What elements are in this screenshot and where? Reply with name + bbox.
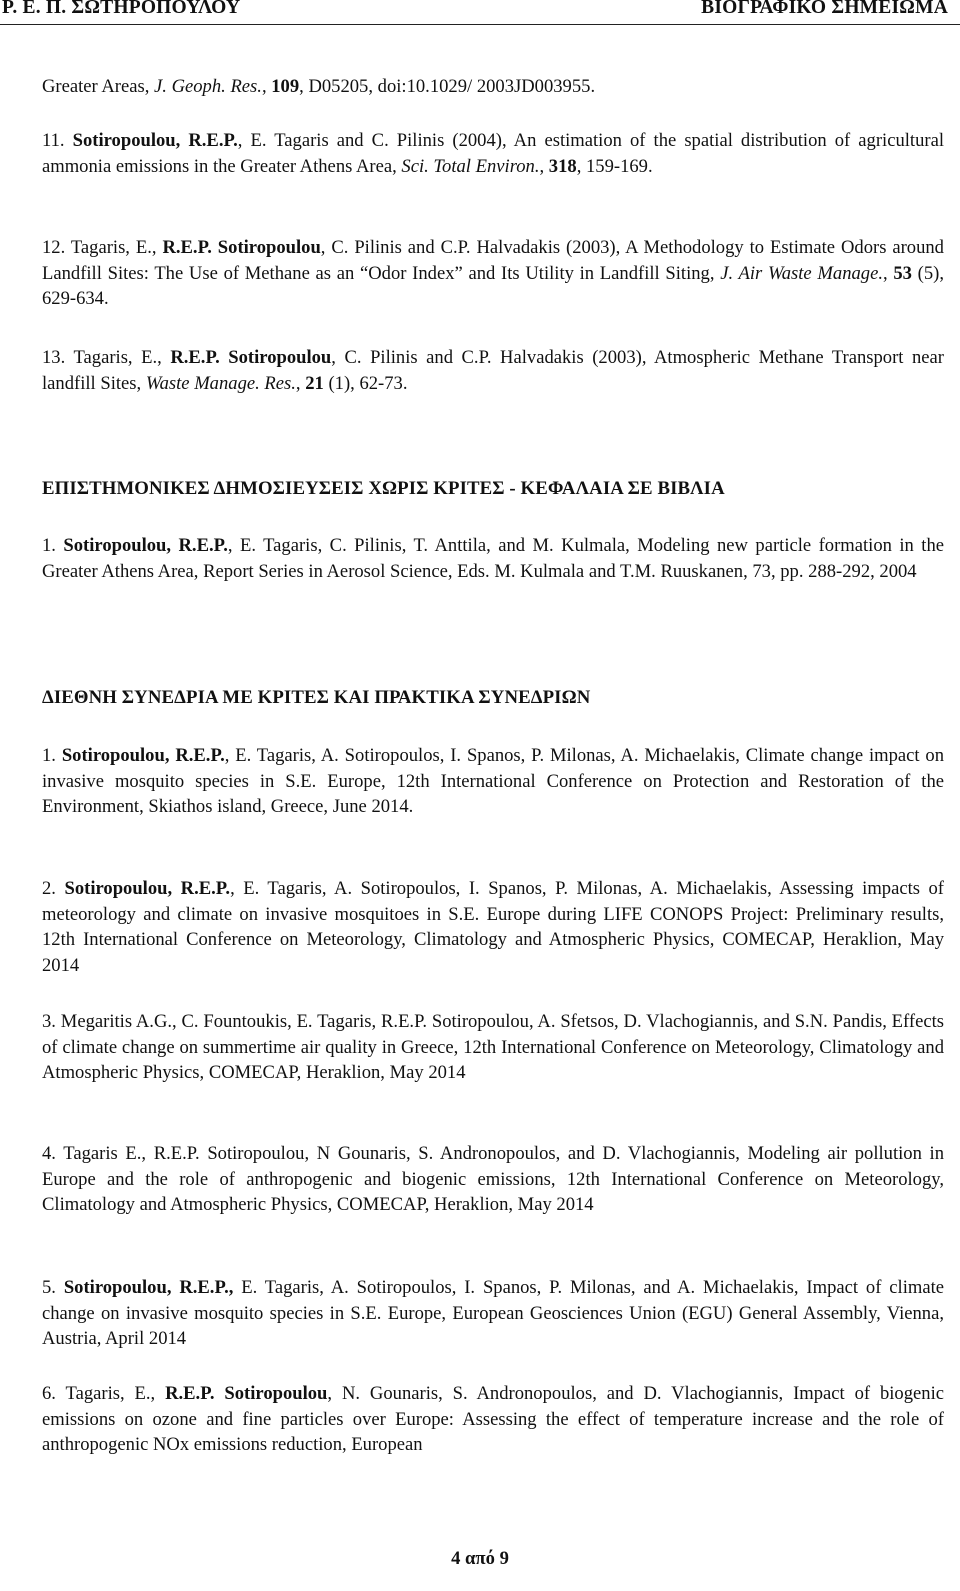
reference-number: 11. <box>42 130 65 151</box>
reference-text: Tagaris E., R.E.P. Sotiropoulou, N Gounaris, S. Andronopoulos, and D. Vlachogiannis, Modeling air pollution in Europe and the role of anthropogenic and biogenic emissions, 12th International Conference on Meteorology, Climatology and Atmospheric Physics, COMECAP, Heraklion, May 2014 <box>42 1143 944 1216</box>
conference-5 <box>42 1275 944 1352</box>
conference-1 <box>42 743 944 820</box>
conference-6 <box>42 1381 944 1458</box>
reference-text: Tagaris, E., R.E.P. Sotiropoulou, N. Gounaris, S. Andronopoulos, and D. Vlachogiannis, Impact of biogenic emissions on ozone and fine particles over Europe: Assessing the effect of temperature increase and the role of anthropogenic NOx emissions reduction, European <box>42 1383 944 1456</box>
reference-text: Sotiropoulou, R.E.P., E. Tagaris, A. Sotiropoulos, I. Spanos, P. Milonas, A. Michaelakis, Assessing impacts of meteorology and climate on invasive mosquitoes in S.E. Europe during LIFE CONOPS Project: Preliminary results, 12th International Conference on Meteorology, Climatology and Atmospheric Physics, COMECAP, Heraklion, May 2014 <box>42 878 944 977</box>
reference-text: Tagaris, E., R.E.P. Sotiropoulou, C. Pilinis and C.P. Halvadakis (2003), Atmospheric Methane Transport near landfill Sites, Waste Manage. Res., 21 (1), 62-73. <box>42 347 944 394</box>
reference-number: 3. <box>42 1011 56 1032</box>
conference-4 <box>42 1141 944 1218</box>
reference-number: 13. <box>42 347 66 368</box>
conference-3 <box>42 1009 944 1086</box>
conference-2 <box>42 876 944 979</box>
reference-number: 1. <box>42 535 56 556</box>
reference-number: 1. <box>42 745 56 766</box>
reference-text: Tagaris, E., R.E.P. Sotiropoulou, C. Pilinis and C.P. Halvadakis (2003), A Methodology to Estimate Odors around Landfill Sites: The Use of Methane as an “Odor Index” and Its Utility in Landfill Siting, J. Air Waste Manage., 53 (5), 629-634. <box>42 237 944 310</box>
reference-text: Sotiropoulou, R.E.P., E. Tagaris, A. Sotiropoulos, I. Spanos, P. Milonas, and A. Michaelakis, Impact of climate change on invasive mosquito species in S.E. Europe, European Geosciences Union (EGU) General Assembly, Vienna, Austria, April 2014 <box>42 1277 944 1350</box>
reference-text: Greater Areas, J. Geoph. Res., 109, D05205, doi:10.1029/ 2003JD003955. <box>42 76 596 97</box>
reference-number: 4. <box>42 1143 56 1164</box>
section-heading-book-chapters: ΕΠΙΣΤΗΜΟΝΙΚΕΣ ΔΗΜΟΣΙΕΥΣΕΙΣ ΧΩΡΙΣ ΚΡΙΤΕΣ - ΚΕΦΑΛΑΙΑ ΣΕ ΒΙΒΛΙΑ <box>42 478 725 499</box>
reference-12 <box>42 235 944 312</box>
reference-number: 2. <box>42 878 56 899</box>
section-heading-conferences: ΔΙΕΘΝΗ ΣΥΝΕΔΡΙΑ ΜΕ ΚΡΙΤΕΣ ΚΑΙ ΠΡΑΚΤΙΚΑ ΣΥΝΕΔΡΙΩΝ <box>42 687 591 708</box>
book-chapter-1 <box>42 533 944 584</box>
header-author: Ρ. Ε. Π. ΣΩΤΗΡΟΠΟΥΛΟΥ <box>2 0 241 18</box>
page-number: 4 από 9 <box>451 1548 509 1569</box>
reference-13 <box>42 345 944 396</box>
reference-number: 12. <box>42 237 66 258</box>
page-header <box>0 0 960 25</box>
header-doc-title: ΒΙΟΓΡΑΦΙΚΟ ΣΗΜΕΙΩΜΑ <box>701 0 948 18</box>
reference-number: 5. <box>42 1277 56 1298</box>
reference-text: Sotiropoulou, R.E.P., E. Tagaris, A. Sotiropoulos, I. Spanos, P. Milonas, A. Michaelakis, Climate change impact on invasive mosquito species in S.E. Europe, 12th International Conference on Protection and Restoration of the Environment, Skiathos island, Greece, June 2014. <box>42 745 945 818</box>
reference-number: 6. <box>42 1383 56 1404</box>
reference-text: Sotiropoulou, R.E.P., E. Tagaris, C. Pilinis, T. Anttila, and M. Kulmala, Modeling new particle formation in the Greater Athens Area, Report Series in Aerosol Science, Eds. M. Kulmala and T.M. Ruuskanen, 73, pp. 288-292, 2004 <box>42 535 945 582</box>
reference-text: Megaritis A.G., C. Fountoukis, E. Tagaris, R.E.P. Sotiropoulou, A. Sfetsos, D. Vlachogiannis, and S.N. Pandis, Effects of climate change on summertime air quality in Greece, 12th International Conference on Meteorology, Climatology and Atmospheric Physics, COMECAP, Heraklion, May 2014 <box>42 1011 944 1084</box>
reference-11 <box>42 128 944 179</box>
reference-text: Sotiropoulou, R.E.P., E. Tagaris and C. Pilinis (2004), An estimation of the spatial distribution of agricultural ammonia emissions in the Greater Athens Area, Sci. Total Environ., 318, 159-169. <box>42 130 944 177</box>
reference-continuation <box>42 74 944 100</box>
